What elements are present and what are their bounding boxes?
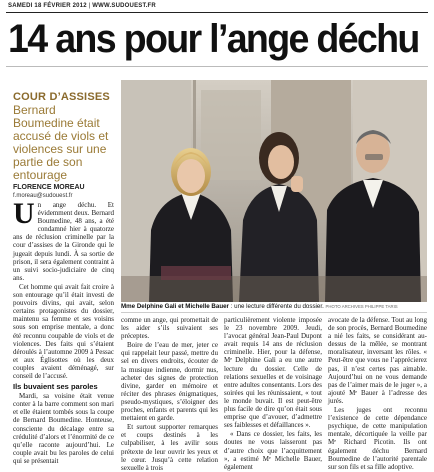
caption-text: : une lecture différente du dossier.	[230, 303, 324, 310]
body-paragraph: Boire de l’eau de mer, jeter ce qui rappelait leur passé, mettre du sel en divers endroits, écouter de la musique indienne, dormir nus, acheter des signes de protection divine, garder en mémoire et réciter des phrases énigmatiques, pseudo-mystiques, s’éloigner des proches, enfants et parents qui les mettaient en garde.	[121, 341, 218, 423]
body-column-1	[13, 197, 114, 465]
body-paragraph: Mardi, sa voisine était venue conter à la barre comment son mari et elle étaient tombés sous la coupe de Bernard Boumedine. Honteuse, consciente du décalage entre sa crédulité d’alors et l’énormité de ce qu’elle raconte aujourd’hui. Le couple avait bu les paroles de celui qui se présentait	[13, 392, 114, 465]
body-paragraph: comme un ange, qui promettait de les aider s’ils suivaient ses préceptes.	[121, 316, 218, 341]
body-paragraph: Et surtout supporter remarques et coups destinés à les culpabiliser, à les avilir sous prétexte de leur ouvrir les yeux et le cœur. Jusqu’à cette relation sexuelle à trois	[121, 423, 218, 472]
body-column-3	[224, 316, 322, 471]
body-column-2	[121, 316, 218, 472]
photo-credit: PHOTO ARCHIVES PHILIPPE TARIS	[325, 304, 398, 309]
body-paragraph	[13, 197, 114, 282]
body-column-4	[328, 316, 427, 471]
drop-cap: U	[13, 197, 35, 230]
site-url: WWW.SUDOUEST.FR	[92, 3, 156, 9]
body-paragraph: particulièrement violente imposée le 23 novembre 2009. Jeudi, l’avocat général Jean-Paul Dupont avait requis 14 ans de réclusion criminelle. Hier, pour la défense, Mᵉ Delphine Gali a eu une autre lecture du dossier. Celle de relations sexuelles et de voisinage entre adultes consentants. Lors des soirées qui les réunissaient, « tout le monde buvait. Il est peut-être plus facile de dire qu’on était sous emprise que d’avouer, d’admettre ses faiblesses et défaillances ».	[224, 316, 322, 430]
article-photo	[121, 80, 427, 302]
body-paragraph: Cet homme qui avait fait croire à son entourage qu’il était investi de pouvoirs divins, qui avait, selon certains protagonistes du dossier, maintenu sa femme et ses voisins sous son emprise mentale, a donc été reconnu coupable de viols et de violences. Des faits qui s’étaient déroulés à l’automne 2009 à Pessac et aux Églisottes où les deux couples avaient déménagé, sur conseil de l’accusé.	[13, 282, 114, 380]
caption-names: Mme Delphine Gali et Michelle Bauer	[121, 303, 229, 310]
body-paragraph: Les juges ont reconnu l’existence de cette dépendance psychique, de cette manipulation mentale, décortiquée la veille par Mᵉ Richard Picotin. Ils ont également déchu Bernard Boumedine de l’autorité parentale sur son fils et sa fille adoptive.	[328, 406, 427, 471]
lead-text: n ange déchu. Et évidemment deux. Bernard Boumedine, 48 ans, a été condamné hier à quatorze ans de réclusion criminelle par la cour d’assises de la Gironde qui le jugeait depuis lundi. À sa sortie de prison, il sera également contraint à un suivi socio-judiciaire de cinq ans.	[13, 201, 114, 282]
dateline-separator: |	[88, 3, 93, 9]
byline: FLORENCE MOREAU	[13, 184, 85, 191]
headline-rule	[6, 66, 428, 67]
caption-rule	[121, 312, 427, 313]
author-email: f.moreau@sudouest.fr	[13, 193, 73, 199]
dateline	[8, 3, 156, 9]
issue-date: SAMEDI 18 FÉVRIER 2012	[8, 3, 87, 9]
subheading: Ils buvaient ses paroles	[13, 382, 98, 392]
body-paragraph: « Dans ce dossier, les faits, les doutes ne vous laisseront pas d’autre choix que l’acquittement », a estimé Mᵉ Michelle Bauer, également	[224, 430, 322, 471]
top-rule	[6, 12, 428, 13]
headline: 14 ans pour l’ange déchu	[8, 17, 419, 61]
body-paragraph: avocate de la défense. Tout au long de son procès, Bernard Boumedine a nié les faits, se considérant au-dessus de la mêlée, se montrant moralisateur, inversant les rôles. « Peut-être que vous ne l’apprécierez pas, il n’est certes pas aimable. Aujourd’hui on ne vous demande pas de l’aimer mais de le juger », a ajouté Mᵉ Bauer à l’adresse des jurés.	[328, 316, 427, 405]
courtroom-photo	[121, 80, 427, 302]
deck: Bernard Boumedine était accusé de viols et violences sur une partie de son entourage	[13, 103, 109, 182]
section-label: COUR D’ASSISES	[13, 91, 110, 103]
photo-caption	[121, 303, 427, 310]
